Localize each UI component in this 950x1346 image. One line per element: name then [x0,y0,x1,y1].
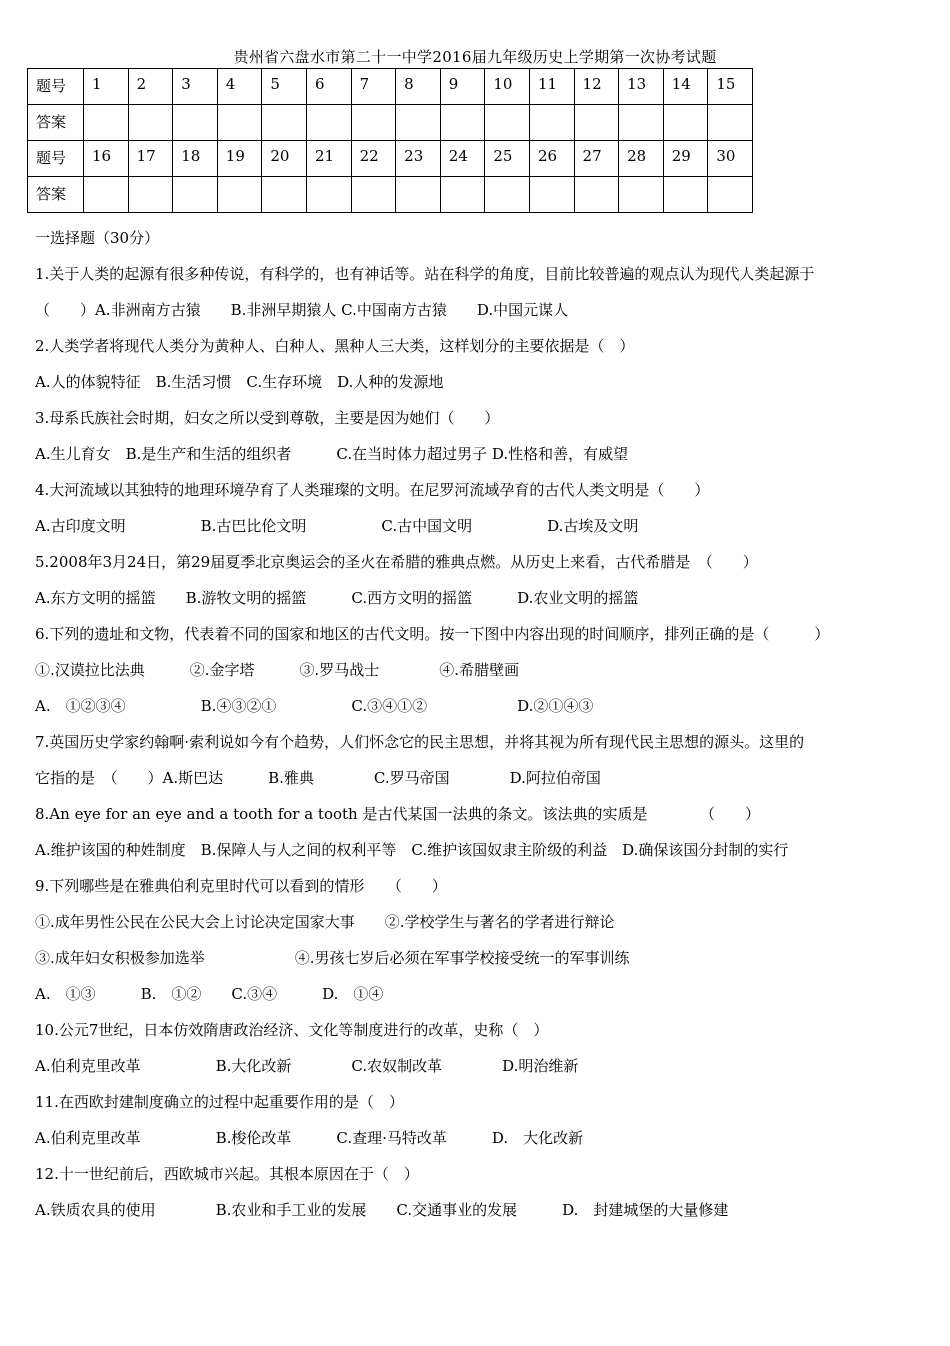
question-number: 9 [440,69,485,105]
table-row [28,69,753,105]
question-number: 27 [574,141,619,177]
question-number: 1 [84,69,129,105]
answer-cell[interactable] [396,105,441,141]
answer-cell[interactable] [485,105,530,141]
answer-cell[interactable] [306,177,351,213]
answer-cell[interactable] [663,177,708,213]
question-number: 17 [128,141,173,177]
question-text: 11.在西欧封建制度确立的过程中起重要作用的是（ ） [35,1093,404,1111]
answer-cell[interactable] [708,105,753,141]
question-number: 14 [663,69,708,105]
answer-cell[interactable] [84,177,129,213]
question-text: 9.下列哪些是在雅典伯利克里时代可以看到的情形 （ ） [35,877,447,895]
question-text: 7.英国历史学家约翰啊·索利说如今有个趋势，人们怀念它的民主思想，并将其视为所有现代民主思想的源头。这里的 [35,733,805,751]
question-number: 7 [351,69,396,105]
question-text: 12.十一世纪前后，西欧城市兴起。其根本原因在于（ ） [35,1165,419,1183]
question-number: 13 [619,69,664,105]
page-title: 贵州省六盘水市第二十一中学2016届九年级历史上学期第一次协考试题 [233,48,717,66]
question-text: 2.人类学者将现代人类分为黄种人、白种人、黑种人三大类，这样划分的主要依据是（ ） [35,337,635,355]
question-number: 24 [440,141,485,177]
answer-label: 答案 [28,105,84,141]
question-number: 6 [306,69,351,105]
answer-cell[interactable] [619,177,664,213]
question-number: 16 [84,141,129,177]
table-row [28,105,753,141]
answer-cell[interactable] [619,105,664,141]
question-text: 5.2008年3月24日，第29届夏季北京奥运会的圣火在希腊的雅典点燃。从历史上来看，古代希腊是 （ ） [35,553,758,571]
answer-cell[interactable] [663,105,708,141]
question-number: 26 [529,141,574,177]
answer-cell[interactable] [128,177,173,213]
question-number: 19 [217,141,262,177]
answer-options: A. ①③ B. ①② C.③④ D. ①④ [35,985,384,1003]
question-number: 30 [708,141,753,177]
question-number: 4 [217,69,262,105]
answer-cell[interactable] [128,105,173,141]
answer-cell[interactable] [574,177,619,213]
question-number: 29 [663,141,708,177]
question-number: 23 [396,141,441,177]
answer-options: A.生儿育女 B.是生产和生活的组织者 C.在当时体力超过男子 D.性格和善，有威望 [35,445,629,463]
answer-cell[interactable] [440,177,485,213]
question-text: 10.公元7世纪，日本仿效隋唐政治经济、文化等制度进行的改革，史称（ ） [35,1021,549,1039]
answer-cell[interactable] [529,177,574,213]
question-text: 3.母系氏族社会时期，妇女之所以受到尊敬，主要是因为她们（ ） [35,409,500,427]
answer-options: A.伯利克里改革 B.梭伦改革 C.查理·马特改革 D. 大化改新 [35,1129,584,1147]
answer-label: 答案 [28,177,84,213]
question-number: 10 [485,69,530,105]
answer-options: A.人的体貌特征 B.生活习惯 C.生存环境 D.人种的发源地 [35,373,444,391]
question-number: 22 [351,141,396,177]
answer-cell[interactable] [574,105,619,141]
answer-options: A.东方文明的摇篮 B.游牧文明的摇篮 C.西方文明的摇篮 D.农业文明的摇篮 [35,589,639,607]
question-number: 20 [262,141,307,177]
question-items: ③.成年妇女积极参加选举 ④.男孩七岁后必须在军事学校接受统一的军事训练 [35,949,630,967]
answer-cell[interactable] [351,177,396,213]
section-heading: 一选择题（30分） [35,229,160,247]
answer-cell[interactable] [708,177,753,213]
answer-options: （ ）A.非洲南方古猿 B.非洲早期猿人 C.中国南方古猿 D.中国元谋人 [35,301,569,319]
table-row [28,141,753,177]
answer-cell[interactable] [306,105,351,141]
question-number: 5 [262,69,307,105]
answer-cell[interactable] [529,105,574,141]
answer-options: A.伯利克里改革 B.大化改新 C.农奴制改革 D.明治维新 [35,1057,579,1075]
question-text: 1.关于人类的起源有很多种传说，有科学的，也有神话等。站在科学的角度，目前比较普遍的观点认为现代人类起源于 [35,265,815,283]
answer-cell[interactable] [84,105,129,141]
answer-options: 它指的是 （ ）A.斯巴达 B.雅典 C.罗马帝国 D.阿拉伯帝国 [35,769,601,787]
answer-cell[interactable] [262,105,307,141]
answer-cell[interactable] [217,105,262,141]
answer-cell[interactable] [262,177,307,213]
question-number: 11 [529,69,574,105]
question-items: ①.汉谟拉比法典 ②.金字塔 ③.罗马战士 ④.希腊壁画 [35,661,520,679]
answer-cell[interactable] [351,105,396,141]
answer-options: A.维护该国的种姓制度 B.保障人与人之间的权利平等 C.维护该国奴隶主阶级的利益 D.确保该国分封制的实行 [35,841,789,859]
number-label: 题号 [28,69,84,105]
question-number: 15 [708,69,753,105]
question-number: 18 [173,141,218,177]
answer-options: A. ①②③④ B.④③②① C.③④①② D.②①④③ [35,697,594,715]
answer-cell[interactable] [173,177,218,213]
answer-cell[interactable] [485,177,530,213]
question-text: 6.下列的遗址和文物，代表着不同的国家和地区的古代文明。按一下图中内容出现的时间顺序，排列正确的是（ ） [35,625,830,643]
question-items: ①.成年男性公民在公民大会上讨论决定国家大事 ②.学校学生与著名的学者进行辩论 [35,913,615,931]
answer-cell[interactable] [173,105,218,141]
answer-options: A.铁质农具的使用 B.农业和手工业的发展 C.交通事业的发展 D. 封建城堡的大量修建 [35,1201,729,1219]
answer-table [27,68,753,213]
table-row [28,177,753,213]
exam-content [35,228,935,1228]
question-number: 12 [574,69,619,105]
question-number: 21 [306,141,351,177]
question-number: 25 [485,141,530,177]
question-number: 3 [173,69,218,105]
answer-cell[interactable] [440,105,485,141]
question-number: 8 [396,69,441,105]
number-label: 题号 [28,141,84,177]
question-number: 2 [128,69,173,105]
question-text: 8.An eye for an eye and a tooth for a tooth 是古代某国一法典的条文。该法典的实质是 （ ） [35,805,760,823]
question-text: 4.大河流域以其独特的地理环境孕育了人类璀璨的文明。在尼罗河流域孕育的古代人类文明是（ ） [35,481,710,499]
answer-cell[interactable] [217,177,262,213]
answer-cell[interactable] [396,177,441,213]
answer-options: A.古印度文明 B.古巴比伦文明 C.古中国文明 D.古埃及文明 [35,517,639,535]
question-number: 28 [619,141,664,177]
